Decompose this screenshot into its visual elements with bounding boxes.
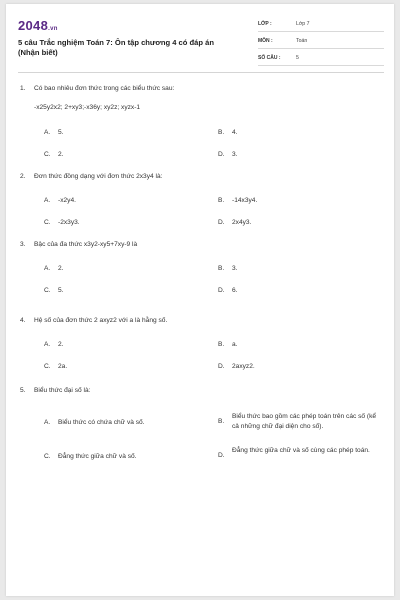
option-text: 3. — [232, 265, 238, 272]
document-header — [18, 14, 384, 66]
meta-label: LỚP : — [258, 21, 272, 27]
option-letter: A. — [44, 265, 51, 272]
option-letter: C. — [44, 287, 51, 294]
option-letter: C. — [44, 151, 51, 158]
meta-label: MÔN : — [258, 38, 273, 44]
header-divider — [18, 72, 384, 73]
option-text: 2a. — [58, 363, 68, 370]
option-letter: B. — [218, 197, 225, 204]
document-meta — [258, 18, 384, 69]
option-text: 4. — [232, 129, 238, 136]
option-letter: D. — [218, 219, 225, 226]
question-1 — [20, 84, 380, 164]
question-number: 4. — [20, 317, 26, 324]
option-text: 2. — [58, 341, 64, 348]
option-text: a. — [232, 341, 238, 348]
meta-row-subject — [258, 35, 384, 49]
question-3 — [20, 240, 380, 300]
option-letter: D. — [218, 452, 225, 459]
option-letter: B. — [218, 418, 225, 425]
question-stem — [20, 240, 380, 251]
option-text: Biểu thức có chứa chữ và số. — [58, 419, 145, 426]
question-2 — [20, 172, 380, 232]
option-text: -x2y4. — [58, 197, 76, 204]
meta-row-class — [258, 18, 384, 32]
meta-value: 5 — [296, 55, 299, 61]
question-text: Biểu thức đại số là: — [34, 387, 91, 394]
option-text: Đẳng thức giữa chữ và số cùng các phép toán. — [232, 447, 370, 454]
option-text: Đẳng thức giữa chữ và số. — [58, 453, 137, 460]
logo-text: 2048 — [18, 18, 49, 33]
question-4 — [20, 316, 380, 376]
question-5 — [20, 386, 380, 476]
option-letter: B. — [218, 341, 225, 348]
option-letter: D. — [218, 151, 225, 158]
option-text: 2. — [58, 151, 64, 158]
option-letter: D. — [218, 287, 225, 294]
question-expressions: -x25y2x2; 2+xy3;-x36y; xy2z; xyzx-1 — [34, 104, 141, 111]
meta-label: SỐ CÂU : — [258, 55, 281, 61]
question-stem — [20, 386, 380, 397]
option-text: 2axyz2. — [232, 363, 255, 370]
option-text: -2x3y3. — [58, 219, 80, 226]
option-letter: B. — [218, 265, 225, 272]
option-text: 5. — [58, 287, 64, 294]
option-text: 3. — [232, 151, 238, 158]
question-stem — [20, 316, 380, 327]
question-number: 1. — [20, 85, 26, 92]
question-text: Có bao nhiêu đơn thức trong các biểu thức sau: — [34, 85, 175, 92]
meta-value: Toán — [296, 38, 308, 44]
option-letter: A. — [44, 197, 51, 204]
option-letter: A. — [44, 341, 51, 348]
logo-suffix: .vn — [48, 26, 58, 32]
option-text: Biểu thức bao gồm các phép toán trên các số (kể cả những chữ đại diện cho số). — [232, 413, 377, 430]
option-letter: C. — [44, 453, 51, 460]
question-number: 5. — [20, 387, 26, 394]
question-number: 2. — [20, 173, 26, 180]
option-letter: A. — [44, 129, 51, 136]
option-letter: B. — [218, 129, 225, 136]
option-text: 2x4y3. — [232, 219, 252, 226]
option-letter: A. — [44, 419, 51, 426]
meta-row-count — [258, 52, 384, 66]
question-text: Đơn thức đồng dạng với đơn thức 2x3y4 là: — [34, 173, 163, 180]
option-text: 2. — [58, 265, 64, 272]
document-title: 5 câu Trắc nghiệm Toán 7: Ôn tập chương 4 có đáp án (Nhận biết) — [18, 38, 214, 57]
document-page — [6, 4, 394, 596]
meta-value: Lớp 7 — [296, 21, 310, 27]
option-text: 5. — [58, 129, 64, 136]
question-number: 3. — [20, 241, 26, 248]
question-stem — [20, 172, 380, 183]
question-text: Hệ số của đơn thức 2 axyz2 với a là hằng số. — [34, 317, 168, 324]
option-text: -14x3y4. — [232, 197, 258, 204]
question-stem — [20, 84, 380, 95]
option-letter: C. — [44, 219, 51, 226]
option-letter: C. — [44, 363, 51, 370]
option-letter: D. — [218, 363, 225, 370]
option-text: 6. — [232, 287, 238, 294]
site-logo[interactable] — [18, 18, 58, 33]
question-text: Bậc của đa thức x3y2-xy5+7xy-9 là — [34, 241, 138, 248]
